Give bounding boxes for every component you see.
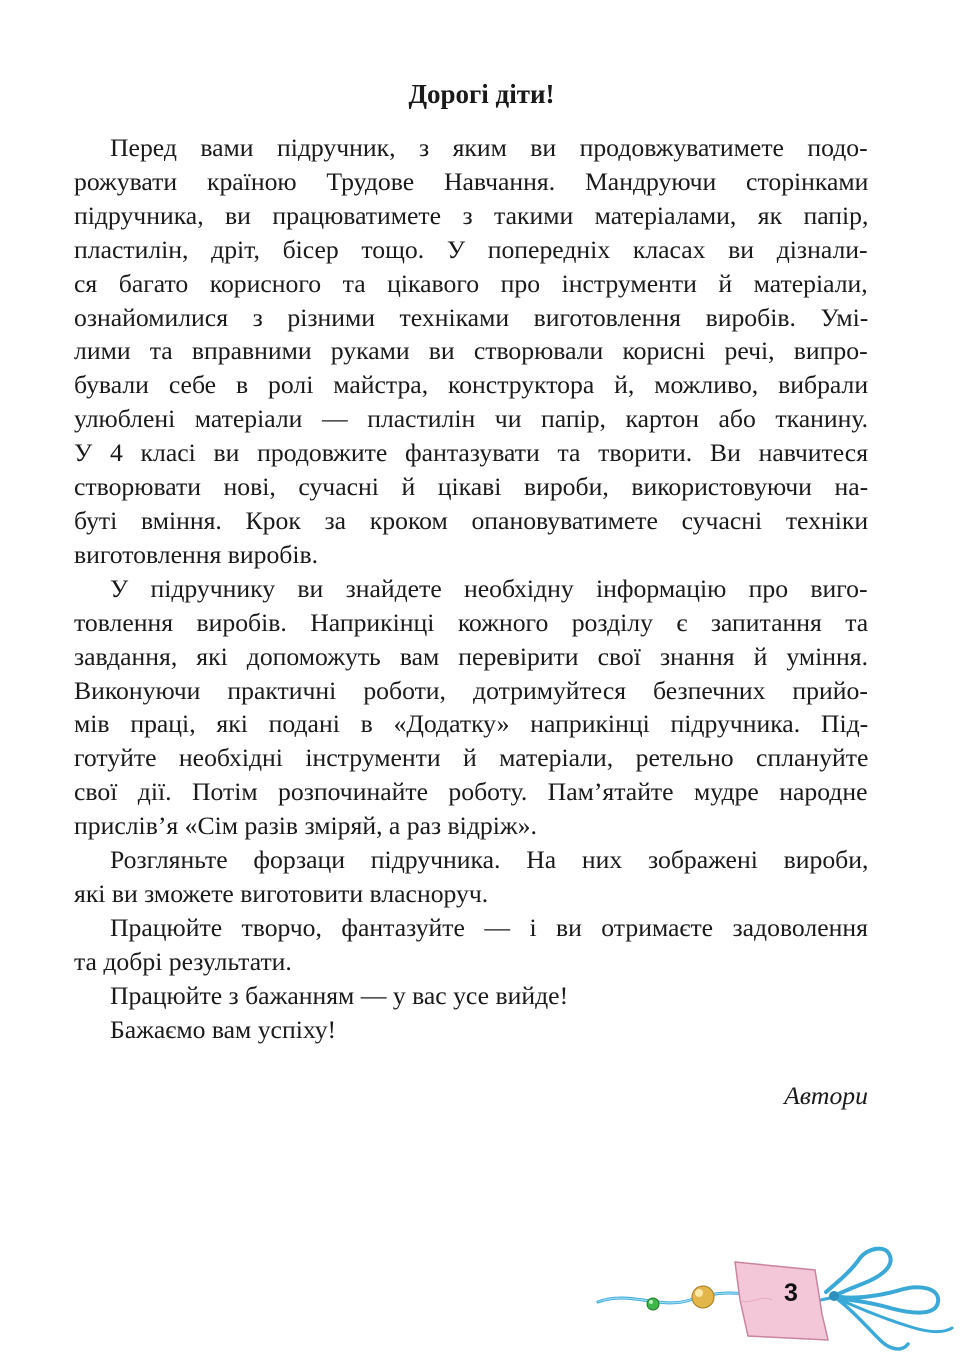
paragraph-2 xyxy=(74,572,868,843)
text-line: ознайомилися з різними техніками виготовлення виробів. Умі- xyxy=(74,302,869,332)
text-line: Розгляньте форзаци підручника. На них зображені вироби, xyxy=(110,845,869,875)
text-line: готуйте необхідні інструменти й матеріали, ретельно сплануйте xyxy=(74,743,869,773)
signature: Автори xyxy=(784,1081,868,1110)
paragraph-6 xyxy=(74,1013,868,1047)
text-line: підручника, ви працюватимете з такими матеріалами, як папір, xyxy=(74,200,869,230)
text-line: створювати нові, сучасні й цікаві вироби, використовуючи на- xyxy=(74,472,869,502)
text-line: буті вміння. Крок за кроком опановуватимете сучасні техніки xyxy=(74,505,869,535)
gold-bead xyxy=(692,1286,714,1308)
text-line: Перед вами підручник, з яким ви продовжуватимете подо- xyxy=(110,133,868,162)
text-line: завдання, які допоможуть вам перевірити свої знання й уміння. xyxy=(74,641,869,671)
text-line: які ви зможете виготовити власноруч. xyxy=(74,878,489,908)
paragraph-5 xyxy=(74,979,868,1013)
text-line: У 4 класі ви продовжите фантазувати та творити. Ви навчитеся xyxy=(74,438,869,468)
paragraph-1 xyxy=(74,131,868,572)
paragraph-4 xyxy=(74,911,868,979)
text-line: товлення виробів. Наприкінці кожного розділу є запитання та xyxy=(74,607,869,637)
page-number: 3 xyxy=(784,1279,798,1307)
text-line: Працюйте з бажанням — у вас усе вийде! xyxy=(110,980,569,1010)
text-line: та добрі результати. xyxy=(74,946,292,976)
text-line: Виконуючи практичні роботи, дотримуйтеся безпечних прийо- xyxy=(74,675,868,705)
green-bead xyxy=(647,1298,659,1310)
text-line: пластилін, дріт, бісер тощо. У попередніх класах ви дізнали- xyxy=(74,234,868,264)
text-line: мів праці, які подані в «Додатку» наприкінці підручника. Під- xyxy=(74,709,869,739)
text-line: Працюйте творчо, фантазуйте — і ви отримаєте задоволення xyxy=(110,912,868,942)
text-line: У підручнику ви знайдете необхідну інформацію про виго- xyxy=(110,573,868,603)
text-line: улюблені матеріали — пластилін чи папір, картон або тканину. xyxy=(74,404,869,434)
text-line: бували себе в ролі майстра, конструктора й, можливо, вибрали xyxy=(74,370,869,400)
text-line: рожувати країною Трудове Навчання. Мандруючи сторінками xyxy=(74,166,869,196)
text-line: ся багато корисного та цікавого про інструменти й матеріали, xyxy=(74,268,868,298)
text-line: прислів’я «Сім разів зміряй, а раз відріж». xyxy=(74,811,537,841)
text-line: свої дії. Потім розпочинайте роботу. Пам’ятайте мудре народне xyxy=(74,777,868,807)
ribbon-bow xyxy=(826,1249,891,1296)
text-line: виготовлення виробів. xyxy=(74,539,319,569)
page-title: Дорогі діти! xyxy=(408,79,555,109)
paragraph-3 xyxy=(74,843,868,911)
text-line: Бажаємо вам успіху! xyxy=(110,1014,337,1044)
body-text xyxy=(74,131,868,1046)
text-line: лими та вправними руками ви створювали корисні речі, випро- xyxy=(74,336,868,366)
